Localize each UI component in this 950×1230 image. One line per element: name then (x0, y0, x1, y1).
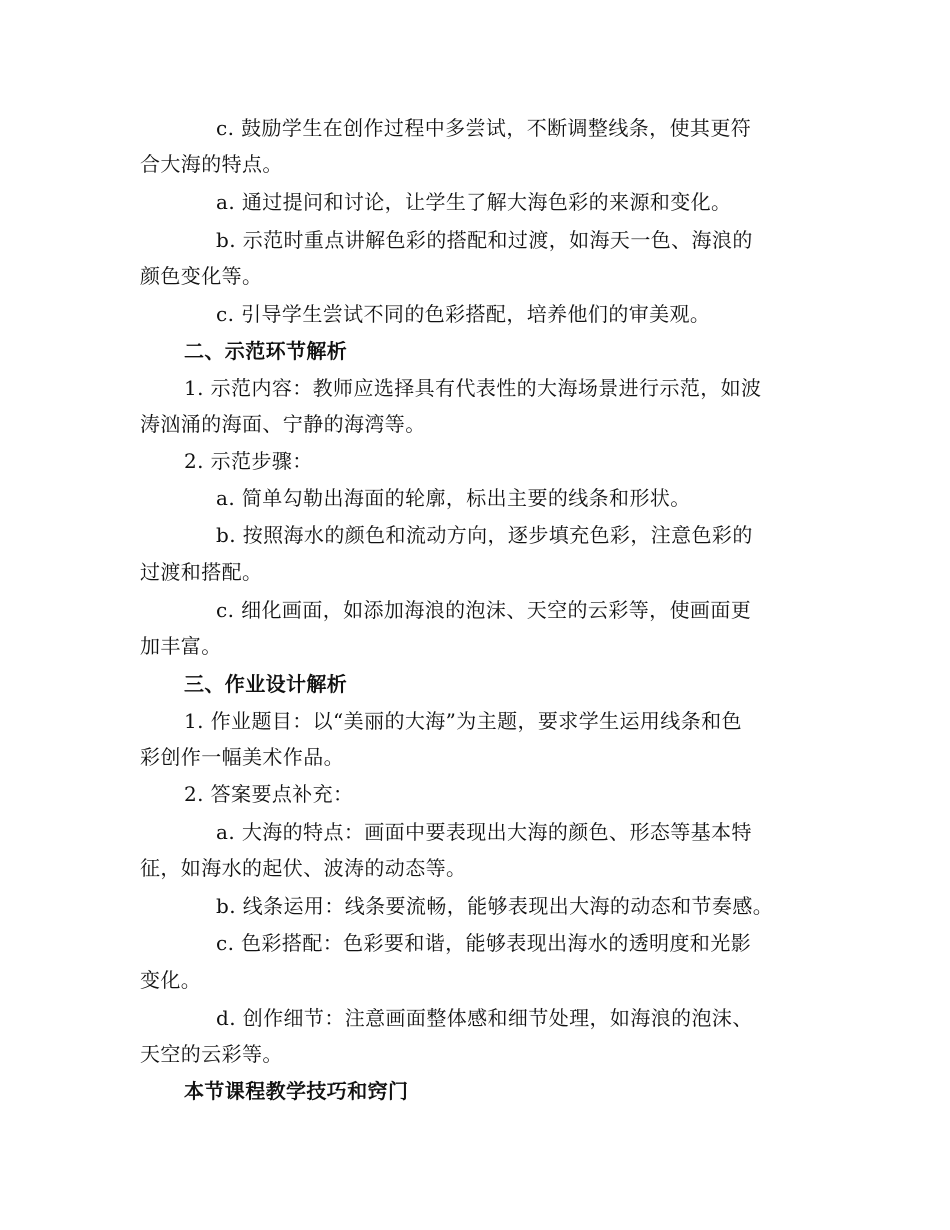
section-heading: 二、示范环节解析 (184, 339, 348, 363)
text-line: b. 按照海水的颜色和流动方向，逐步填充色彩，注意色彩的 (216, 523, 753, 547)
text-line: c. 引导学生尝试不同的色彩搭配，培养他们的审美观。 (216, 302, 711, 326)
text-line: c. 鼓励学生在创作过程中多尝试，不断调整线条，使其更符 (216, 116, 752, 140)
text-line: 涛汹涌的海面、宁静的海湾等。 (140, 412, 426, 436)
text-line: 1. 作业题目：以“美丽的大海”为主题，要求学生运用线条和色 (184, 709, 742, 733)
text-line: b. 线条运用：线条要流畅，能够表现出大海的动态和节奏感。 (216, 894, 774, 918)
text-line: 征，如海水的起伏、波涛的动态等。 (140, 856, 467, 880)
text-line: 过渡和搭配。 (140, 560, 263, 584)
text-line: b. 示范时重点讲解色彩的搭配和过渡，如海天一色、海浪的 (216, 228, 753, 252)
text-line: a. 通过提问和讨论，让学生了解大海色彩的来源和变化。 (216, 190, 732, 214)
text-line: 合大海的特点。 (140, 152, 283, 176)
section-heading: 本节课程教学技巧和窍门 (184, 1079, 409, 1103)
text-line: 加丰富。 (140, 634, 222, 658)
text-line: 彩创作一幅美术作品。 (140, 745, 344, 769)
text-line: 1. 示范内容：教师应选择具有代表性的大海场景进行示范，如波 (184, 376, 762, 400)
text-line: a. 简单勾勒出海面的轮廓，标出主要的线条和形状。 (216, 486, 691, 510)
text-line: 天空的云彩等。 (140, 1042, 283, 1066)
section-heading: 三、作业设计解析 (184, 672, 348, 696)
text-line: c. 细化画面，如添加海浪的泡沫、天空的云彩等，使画面更 (216, 598, 752, 622)
text-line: c. 色彩搭配：色彩要和谐，能够表现出海水的透明度和光影 (216, 931, 752, 955)
text-line: 2. 答案要点补充： (184, 782, 354, 806)
text-line: d. 创作细节：注意画面整体感和细节处理，如海浪的泡沫、 (216, 1006, 753, 1030)
text-line: 变化。 (140, 968, 202, 992)
text-line: a. 大海的特点：画面中要表现出大海的颜色、形态等基本特 (216, 820, 752, 844)
text-line: 2. 示范步骤： (184, 449, 313, 473)
text-line: 颜色变化等。 (140, 264, 263, 288)
